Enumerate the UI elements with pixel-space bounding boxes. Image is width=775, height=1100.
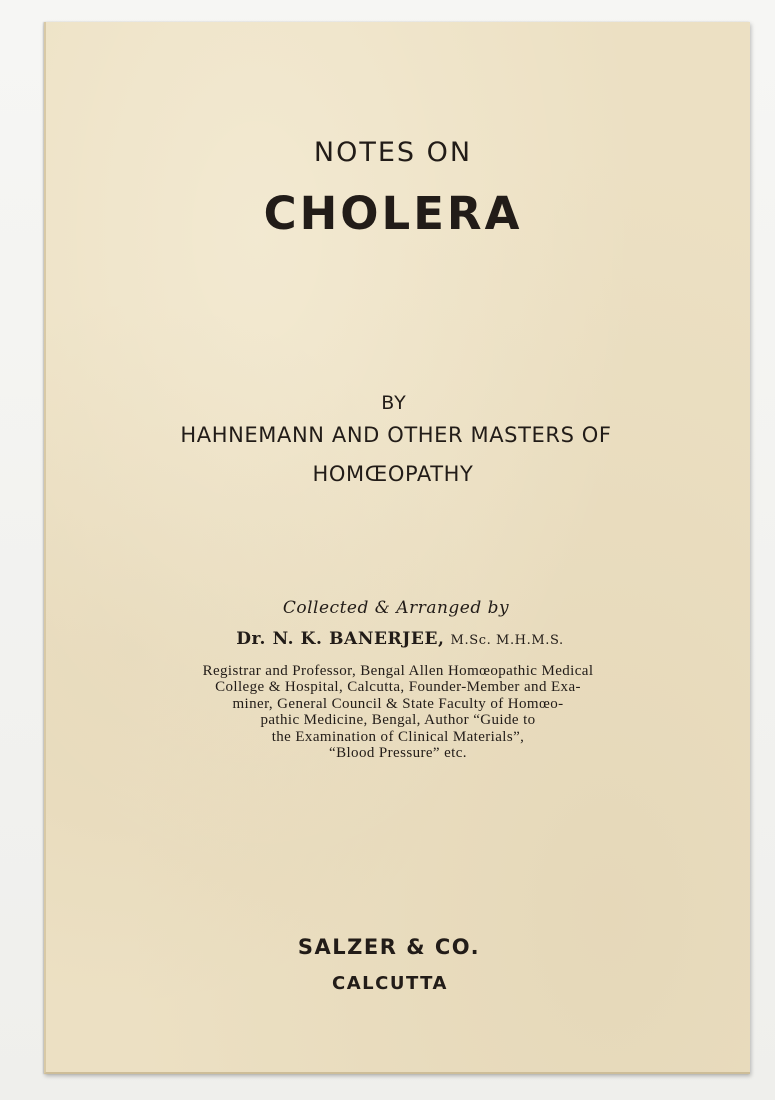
authors-line-2: HOMŒOPATHY — [312, 462, 474, 486]
publisher-city: CALCUTTA — [332, 973, 448, 994]
editor-qualifications: M.Sc. M.H.M.S. — [450, 633, 564, 648]
title-notes-on: NOTES ON — [313, 137, 473, 168]
authors-line-1: HAHNEMANN AND OTHER MASTERS OF — [180, 423, 612, 447]
credentials-line: College & Hospital, Calcutta, Founder-Member and Exa- — [215, 679, 581, 696]
credentials-line: Registrar and Professor, Bengal Allen Homœopathic Medical — [202, 663, 594, 679]
credentials-line: pathic Medicine, Bengal, Author “Guide to — [260, 712, 536, 729]
editor-name: Dr. N. K. BANERJEE, — [236, 629, 445, 649]
collected-by-line: Collected & Arranged by — [282, 598, 510, 618]
publisher-name: SALZER & CO. — [297, 935, 481, 959]
title-cholera: CHOLERA — [263, 187, 523, 240]
credentials-line: the Examination of Clinical Materials”, — [271, 728, 525, 745]
editor-line — [48, 629, 752, 649]
editor-credentials — [46, 663, 750, 761]
credentials-line: “Blood Pressure” etc. — [329, 745, 467, 762]
credentials-line: miner, General Council & State Faculty of Homœo- — [232, 695, 564, 712]
book-cover — [44, 22, 750, 1074]
by-line: BY — [381, 392, 407, 414]
